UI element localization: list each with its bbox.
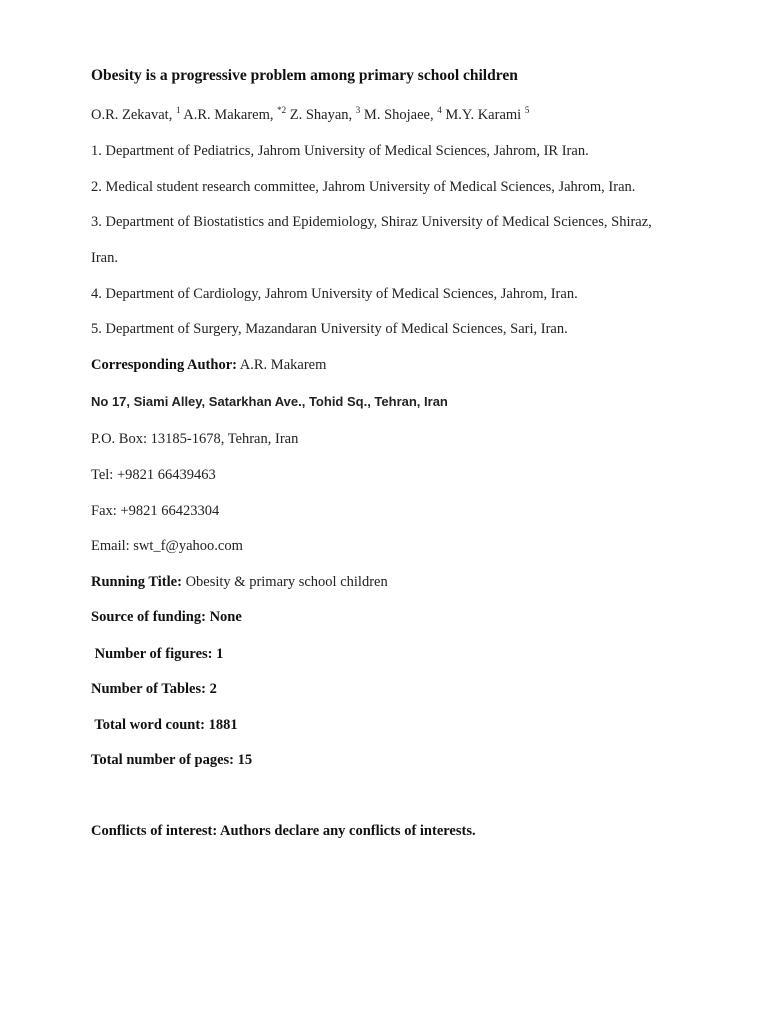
postal-address: No 17, Siami Alley, Satarkhan Ave., Tohid Sq., Tehran, Iran: [91, 394, 448, 409]
author-affiliation-mark: 1: [175, 105, 181, 115]
fax: Fax: +9821 66423304: [91, 503, 220, 519]
author-name: Z. Shayan,: [286, 107, 356, 123]
corresponding-author-name: A.R. Makarem: [236, 357, 327, 373]
running-title: [91, 573, 388, 591]
source-of-funding: Source of funding: None: [91, 609, 242, 625]
author-list: [91, 106, 529, 124]
conflicts-of-interest: [91, 822, 476, 840]
affiliation-3-continued: Iran.: [91, 250, 118, 266]
paper-title: Obesity is a progressive problem among primary school children: [91, 67, 518, 84]
author-name: M.Y. Karami: [441, 107, 525, 123]
total-number-of-pages: Total number of pages: 15: [91, 752, 253, 768]
author-affiliation-mark: *2: [277, 105, 287, 115]
affiliation-2: 2. Medical student research committee, Jahrom University of Medical Sciences, Jahrom, Iran.: [91, 179, 636, 195]
corresponding-author: [91, 356, 326, 374]
telephone: Tel: +9821 66439463: [91, 467, 216, 483]
author-name: M. Shojaee,: [360, 107, 438, 123]
total-word-count: Total word count: 1881: [91, 717, 238, 733]
author-affiliation-mark: 3: [355, 105, 361, 115]
affiliation-3: 3. Department of Biostatistics and Epidemiology, Shiraz University of Medical Sciences, Shiraz,: [91, 214, 652, 230]
running-title-value: Obesity & primary school children: [181, 574, 388, 590]
corresponding-author-label: Corresponding Author:: [91, 357, 237, 373]
affiliation-1: 1. Department of Pediatrics, Jahrom University of Medical Sciences, Jahrom, IR Iran.: [91, 143, 589, 159]
author-affiliation-mark: 4: [437, 105, 442, 115]
author-name: A.R. Makarem,: [180, 107, 278, 123]
conflicts-value: Authors declare any conflicts of interests.: [217, 823, 476, 839]
author-affiliation-mark: 5: [524, 105, 530, 115]
number-of-tables: Number of Tables: 2: [91, 681, 217, 697]
affiliation-5: 5. Department of Surgery, Mazandaran University of Medical Sciences, Sari, Iran.: [91, 321, 568, 337]
author-name: O.R. Zekavat,: [91, 107, 176, 123]
affiliation-4: 4. Department of Cardiology, Jahrom University of Medical Sciences, Jahrom, Iran.: [91, 286, 578, 302]
number-of-figures: Number of figures: 1: [91, 646, 224, 662]
conflicts-label: Conflicts of interest:: [91, 823, 218, 839]
po-box: P.O. Box: 13185-1678, Tehran, Iran: [91, 431, 299, 447]
email: Email: swt_f@yahoo.com: [91, 538, 243, 554]
running-title-label: Running Title:: [91, 574, 182, 590]
